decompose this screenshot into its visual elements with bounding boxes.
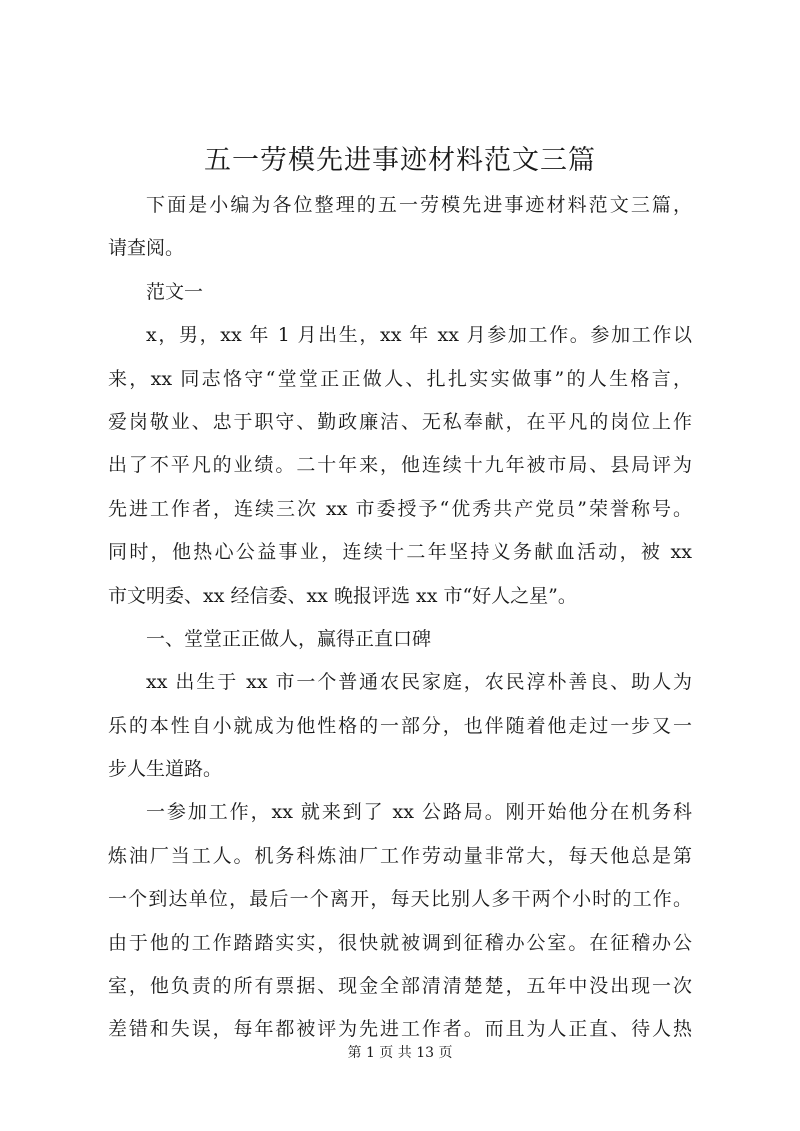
paragraph-line: 乐的本性自小就成为他性格的一部分，也伴随着他走过一步又一 — [108, 714, 692, 737]
paragraph-line: 室，他负责的所有票据、现金全部清清楚楚，五年中没出现一次 — [108, 975, 692, 998]
paragraph-line: 请查阅。 — [108, 237, 185, 260]
paragraph-line: 爱岗敬业、忠于职守、勤政廉洁、无私奉献，在平凡的岗位上作 — [108, 410, 692, 433]
paragraph-line: 下面是小编为各位整理的五一劳模先进事迹材料范文三篇， — [146, 194, 692, 216]
paragraph-line: xx 出生于 xx 市一个普通农民家庭，农民淳朴善良、助人为 — [146, 671, 692, 694]
paragraph-line: 步人生道路。 — [108, 758, 223, 781]
paragraph-line: 先进工作者，连续三次 xx 市委授予“优秀共产党员”荣誉称号。 — [108, 497, 692, 520]
paragraph-line: x，男，xx 年 1 月出生，xx 年 xx 月参加工作。参加工作以 — [146, 324, 692, 347]
section-heading: 范文一 — [146, 280, 204, 303]
paragraph-line: 差错和失误，每年都被评为先进工作者。而且为人正直、待人热 — [108, 1018, 692, 1041]
paragraph-line: 出了不平凡的业绩。二十年来，他连续十九年被市局、县局评为 — [108, 454, 692, 477]
paragraph-line: 来，xx 同志恪守“堂堂正正做人、扎扎实实做事”的人生格言， — [108, 367, 692, 390]
paragraph-line: 一个到达单位，最后一个离开，每天比别人多干两个小时的工作。 — [108, 888, 692, 911]
paragraph-line: 同时，他热心公益事业，连续十二年坚持义务献血活动，被 xx — [108, 541, 692, 564]
paragraph-line: 炼油厂当工人。机务科炼油厂工作劳动量非常大，每天他总是第 — [108, 844, 692, 867]
page-footer: 第 1 页 共 13 页 — [347, 1045, 453, 1061]
section-heading: 一、堂堂正正做人，赢得正直口碑 — [146, 627, 432, 650]
document-body — [108, 184, 692, 1052]
paragraph-line: 市文明委、xx 经信委、xx 晚报评选 xx 市“好人之星”。 — [108, 584, 577, 607]
paragraph-line: 一参加工作，xx 就来到了 xx 公路局。刚开始他分在机务科 — [146, 801, 692, 824]
document-title: 五一劳模先进事迹材料范文三篇 — [204, 145, 596, 176]
paragraph-line: 由于他的工作踏踏实实，很快就被调到征稽办公室。在征稽办公 — [108, 931, 692, 954]
